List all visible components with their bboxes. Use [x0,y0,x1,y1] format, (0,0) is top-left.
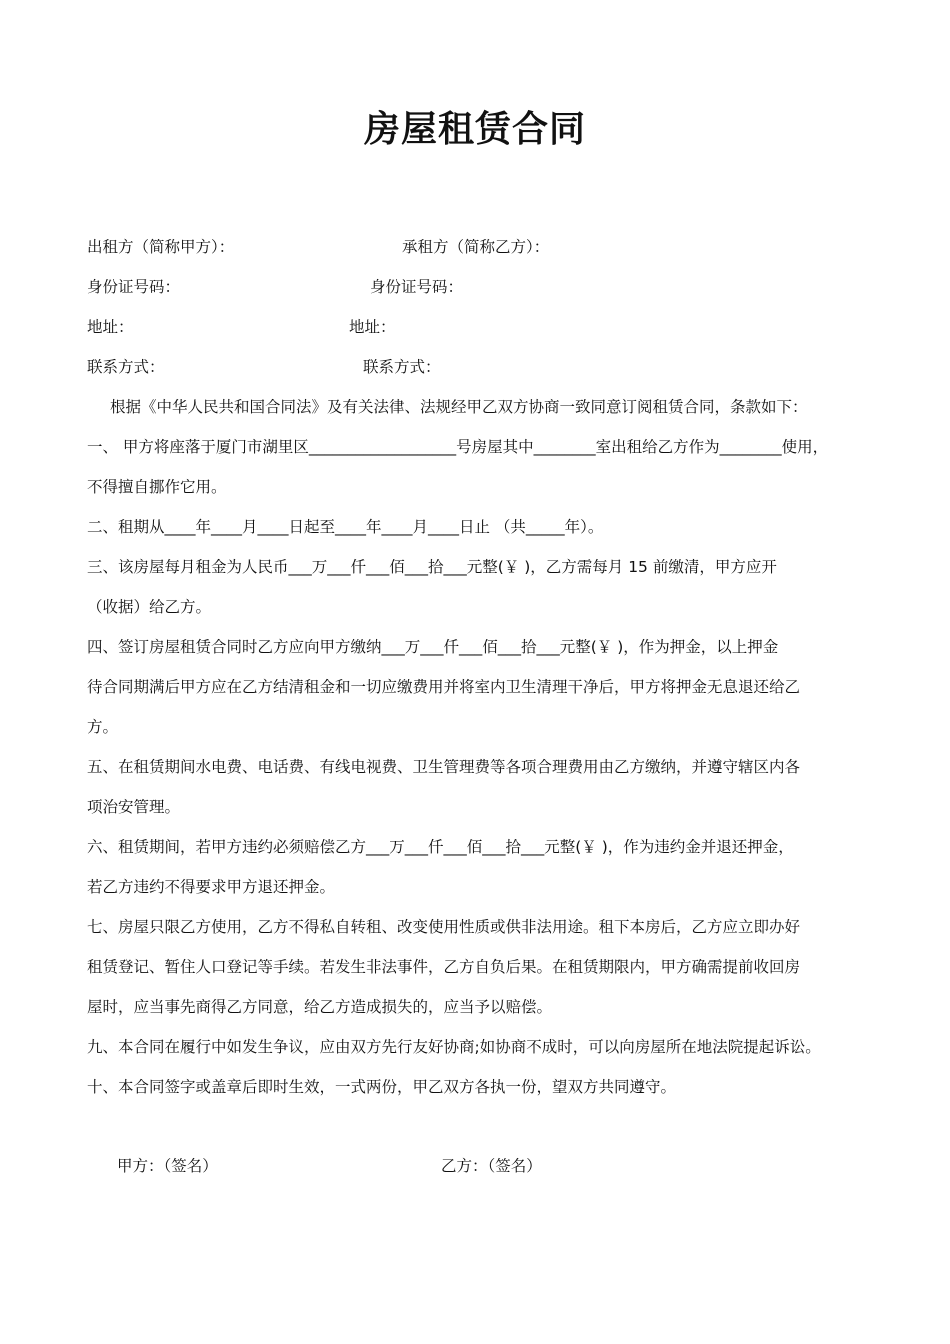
clause-2-line: 二、租期从____年____月____日起至____年____月____日止 （共_____年）。 [87,518,604,536]
clause-10-line: 十、本合同签字或盖章后即时生效，一式两份，甲乙双方各执一份，望双方共同遵守。 [87,1078,677,1096]
id-number-label-a: 身份证号码： [87,278,181,296]
document-title: 房屋租赁合同 [363,109,586,150]
clause-1-line: 一、 甲方将座落于厦门市湖里区___________________号房屋其中________室出租给乙方作为________使用， [87,438,829,456]
clause-4-line: 待合同期满后甲方应在乙方结清租金和一切应缴费用并将室内卫生清理干净后，甲方将押金无息退还给乙 [87,678,801,696]
signature-party-b: 乙方：（签名） [441,1157,542,1175]
address-label-b: 地址： [349,318,396,336]
address-label-a: 地址： [87,318,134,336]
clause-4-line: 四、签订房屋租赁合同时乙方应向甲方缴纳___万___仟___佰___拾___元整(￥ )，作为押金，以上押金 [87,638,779,656]
clause-7-line: 七、房屋只限乙方使用，乙方不得私自转租、改变使用性质或供非法用途。租下本房后，乙方应立即办好 [87,918,801,936]
clause-4-line: 方。 [87,718,119,736]
lessee-label: 承租方（简称乙方）： [402,238,550,256]
clause-1-line: 不得擅自挪作它用。 [87,478,227,496]
clause-5-line: 五、在租赁期间水电费、电话费、有线电视费、卫生管理费等各项合理费用由乙方缴纳，并遵守辖区内各 [87,758,801,776]
clause-9-line: 九、本合同在履行中如发生争议，应由双方先行友好协商;如协商不成时，可以向房屋所在地法院提起诉讼。 [87,1038,821,1056]
lessor-label: 出租方（简称甲方）： [87,238,235,256]
id-number-label-b: 身份证号码： [370,278,464,296]
contact-label-a: 联系方式： [87,358,165,376]
signature-party-a: 甲方：（签名） [117,1157,218,1175]
clause-3-line: （收据）给乙方。 [87,598,212,616]
clause-3-line: 三、该房屋每月租金为人民币___万___仟___佰___拾___元整(￥ )，乙方需每月 15 前缴清，甲方应开 [87,558,777,576]
intro-paragraph: 根据《中华人民共和国合同法》及有关法律、法规经甲乙双方协商一致同意订阅租赁合同，条款如下： [110,398,808,416]
clause-7-line: 租赁登记、暂住人口登记等手续。若发生非法事件，乙方自负后果。在租赁期限内，甲方确需提前收回房 [87,958,801,976]
contact-label-b: 联系方式： [363,358,441,376]
clause-6-line: 若乙方违约不得要求甲方退还押金。 [87,878,336,896]
clause-5-line: 项治安管理。 [87,798,181,816]
clause-7-line: 屋时，应当事先商得乙方同意，给乙方造成损失的，应当予以赔偿。 [87,998,553,1016]
clause-6-line: 六、租赁期间，若甲方违约必须赔偿乙方___万___仟___佰___拾___元整(￥ )，作为违约金并退还押金， [87,838,794,856]
